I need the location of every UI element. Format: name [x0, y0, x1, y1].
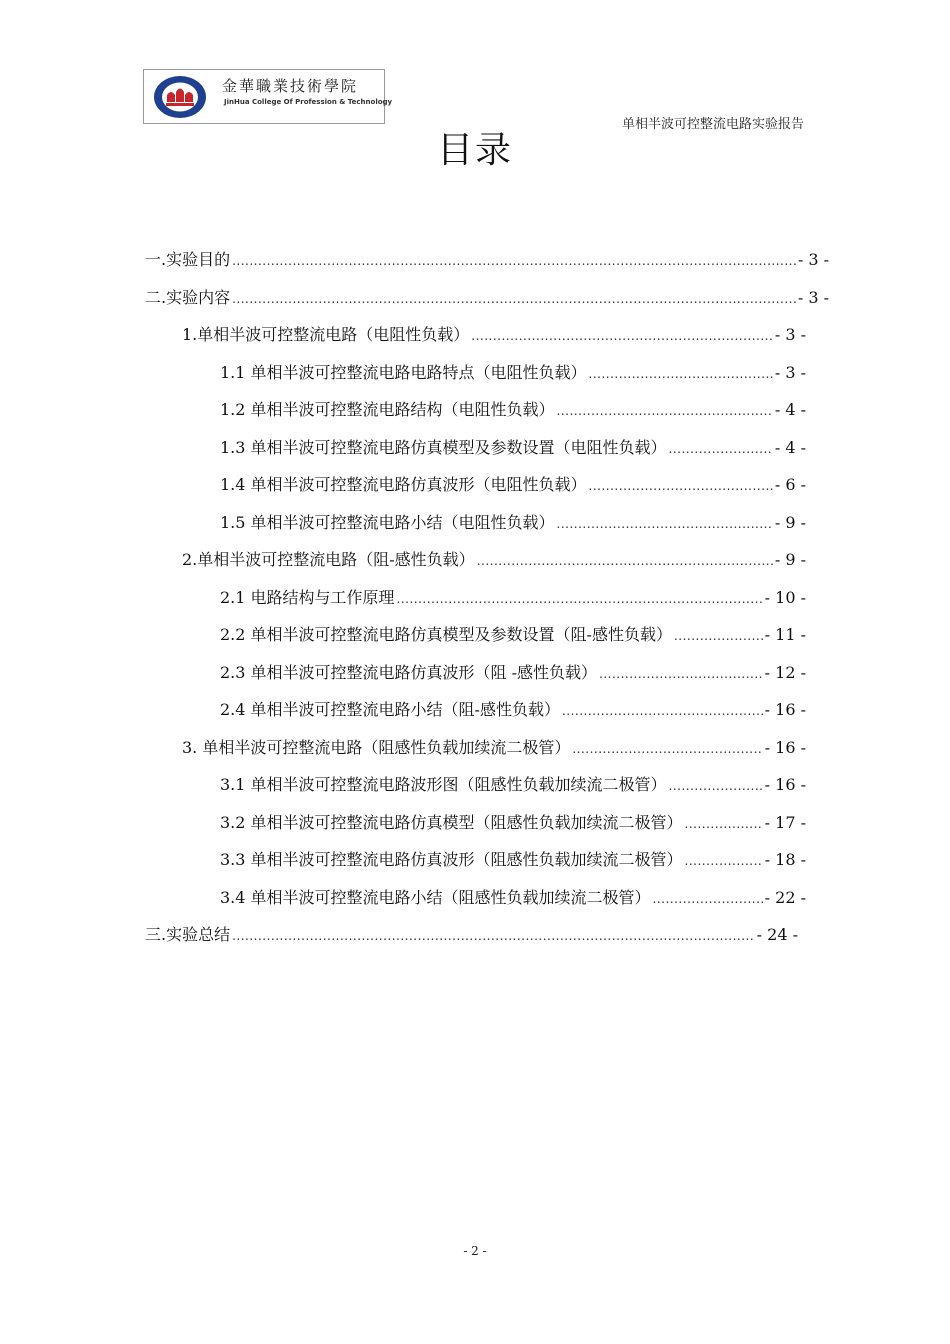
- toc-entry-label: 1.1 单相半波可控整流电路电路特点（电阻性负载）: [220, 363, 587, 382]
- toc-entry-page: - 9 -: [774, 550, 806, 569]
- toc-entry-label: 1.单相半波可控整流电路（电阻性负载）: [182, 325, 470, 344]
- toc-entry-label: 3.2 单相半波可控整流电路仿真模型（阻感性负载加续流二极管）: [220, 813, 683, 832]
- toc-entry-label: 2.单相半波可控整流电路（阻-感性负载）: [182, 550, 475, 569]
- toc-entry-page: - 6 -: [774, 475, 806, 494]
- toc-entry[interactable]: [220, 773, 806, 797]
- toc-entry[interactable]: [220, 886, 806, 910]
- toc-entry-page: - 18 -: [764, 850, 806, 869]
- toc-entry-page: - 9 -: [774, 513, 806, 532]
- toc-entry-page: - 10 -: [764, 588, 806, 607]
- toc-dot-leader: [685, 812, 763, 836]
- toc-entry-page: - 17 -: [764, 813, 806, 832]
- toc-dot-leader: [232, 287, 796, 311]
- toc-entry-label: 2.2 单相半波可控整流电路仿真模型及参数设置（阻-感性负载）: [220, 625, 672, 644]
- toc-entry-page: - 3 -: [774, 363, 806, 382]
- toc-dot-leader: [572, 737, 762, 761]
- toc-dot-leader: [599, 662, 763, 686]
- toc-dot-leader: [669, 774, 763, 798]
- toc-entry[interactable]: [182, 548, 806, 572]
- toc-entry[interactable]: [145, 286, 829, 310]
- toc-entry[interactable]: [145, 923, 798, 947]
- toc-entry[interactable]: [220, 473, 806, 497]
- toc-entry[interactable]: [220, 361, 806, 385]
- toc-dot-leader: [557, 512, 773, 536]
- toc-entry-page: - 3 -: [797, 288, 829, 307]
- toc-dot-leader: [232, 249, 796, 273]
- toc-entry[interactable]: [220, 661, 806, 685]
- toc-entry-label: 3. 单相半波可控整流电路（阻感性负载加续流二极管）: [182, 738, 571, 757]
- toc-entry[interactable]: [220, 623, 806, 647]
- toc-entry-label: 1.4 单相半波可控整流电路仿真波形（电阻性负载）: [220, 475, 587, 494]
- school-seal-icon: [152, 74, 208, 120]
- toc-entry[interactable]: [145, 248, 829, 272]
- toc-dot-leader: [562, 699, 763, 723]
- toc-entry-page: - 16 -: [764, 700, 806, 719]
- toc-entry-label: 2.3 单相半波可控整流电路仿真波形（阻 -感性负载）: [220, 663, 598, 682]
- toc-entry-label: 一.实验目的: [145, 250, 231, 269]
- toc-entry[interactable]: [220, 436, 806, 460]
- toc-entry[interactable]: [220, 811, 806, 835]
- toc-dot-leader: [653, 887, 763, 911]
- toc-entry-label: 1.2 单相半波可控整流电路结构（电阻性负载）: [220, 400, 555, 419]
- toc-dot-leader: [589, 474, 773, 498]
- toc-dot-leader: [669, 437, 773, 461]
- toc-entry[interactable]: [220, 586, 806, 610]
- toc-dot-leader: [589, 362, 773, 386]
- toc-entry[interactable]: [220, 848, 806, 872]
- toc-entry[interactable]: [220, 698, 806, 722]
- toc-entry-label: 3.4 单相半波可控整流电路小结（阻感性负载加续流二极管）: [220, 888, 651, 907]
- toc-entry[interactable]: [220, 511, 806, 535]
- toc-entry-page: - 12 -: [764, 663, 806, 682]
- toc-entry-page: - 22 -: [764, 888, 806, 907]
- toc-dot-leader: [232, 924, 755, 948]
- toc-dot-leader: [685, 849, 763, 873]
- toc-entry-page: - 4 -: [774, 400, 806, 419]
- school-logo: [143, 69, 393, 124]
- toc-dot-leader: [471, 324, 773, 348]
- toc-entry-label: 2.4 单相半波可控整流电路小结（阻-感性负载）: [220, 700, 560, 719]
- toc-entry-label: 3.3 单相半波可控整流电路仿真波形（阻感性负载加续流二极管）: [220, 850, 683, 869]
- toc-dot-leader: [397, 587, 763, 611]
- toc-entry-page: - 4 -: [774, 438, 806, 457]
- page-title: 目录: [436, 130, 513, 171]
- toc-entry-label: 三.实验总结: [145, 925, 231, 944]
- toc-entry-label: 1.5 单相半波可控整流电路小结（电阻性负载）: [220, 513, 555, 532]
- toc-entry-label: 二.实验内容: [145, 288, 231, 307]
- school-name-en: JinHua College Of Profession & Technology: [224, 98, 393, 106]
- toc-entry-label: 2.1 电路结构与工作原理: [220, 588, 395, 607]
- toc-dot-leader: [557, 399, 773, 423]
- toc-dot-leader: [674, 624, 763, 648]
- toc-entry-page: - 3 -: [774, 325, 806, 344]
- toc-entry-label: 1.3 单相半波可控整流电路仿真模型及参数设置（电阻性负载）: [220, 438, 667, 457]
- toc-entry-page: - 3 -: [797, 250, 829, 269]
- school-name-cn: 金華職業技術學院: [222, 77, 359, 95]
- toc-entry[interactable]: [182, 736, 806, 760]
- toc-entry[interactable]: [182, 323, 806, 347]
- toc-entry-page: - 16 -: [764, 738, 806, 757]
- toc-entry-label: 3.1 单相半波可控整流电路波形图（阻感性负载加续流二极管）: [220, 775, 667, 794]
- toc-entry-page: - 11 -: [764, 625, 806, 644]
- report-header-title: 单相半波可控整流电路实验报告: [621, 117, 804, 132]
- page-number: - 2 -: [463, 1244, 487, 1258]
- toc-dot-leader: [477, 549, 773, 573]
- toc-entry-page: - 16 -: [764, 775, 806, 794]
- toc-entry[interactable]: [220, 398, 806, 422]
- toc-entry-page: - 24 -: [756, 925, 798, 944]
